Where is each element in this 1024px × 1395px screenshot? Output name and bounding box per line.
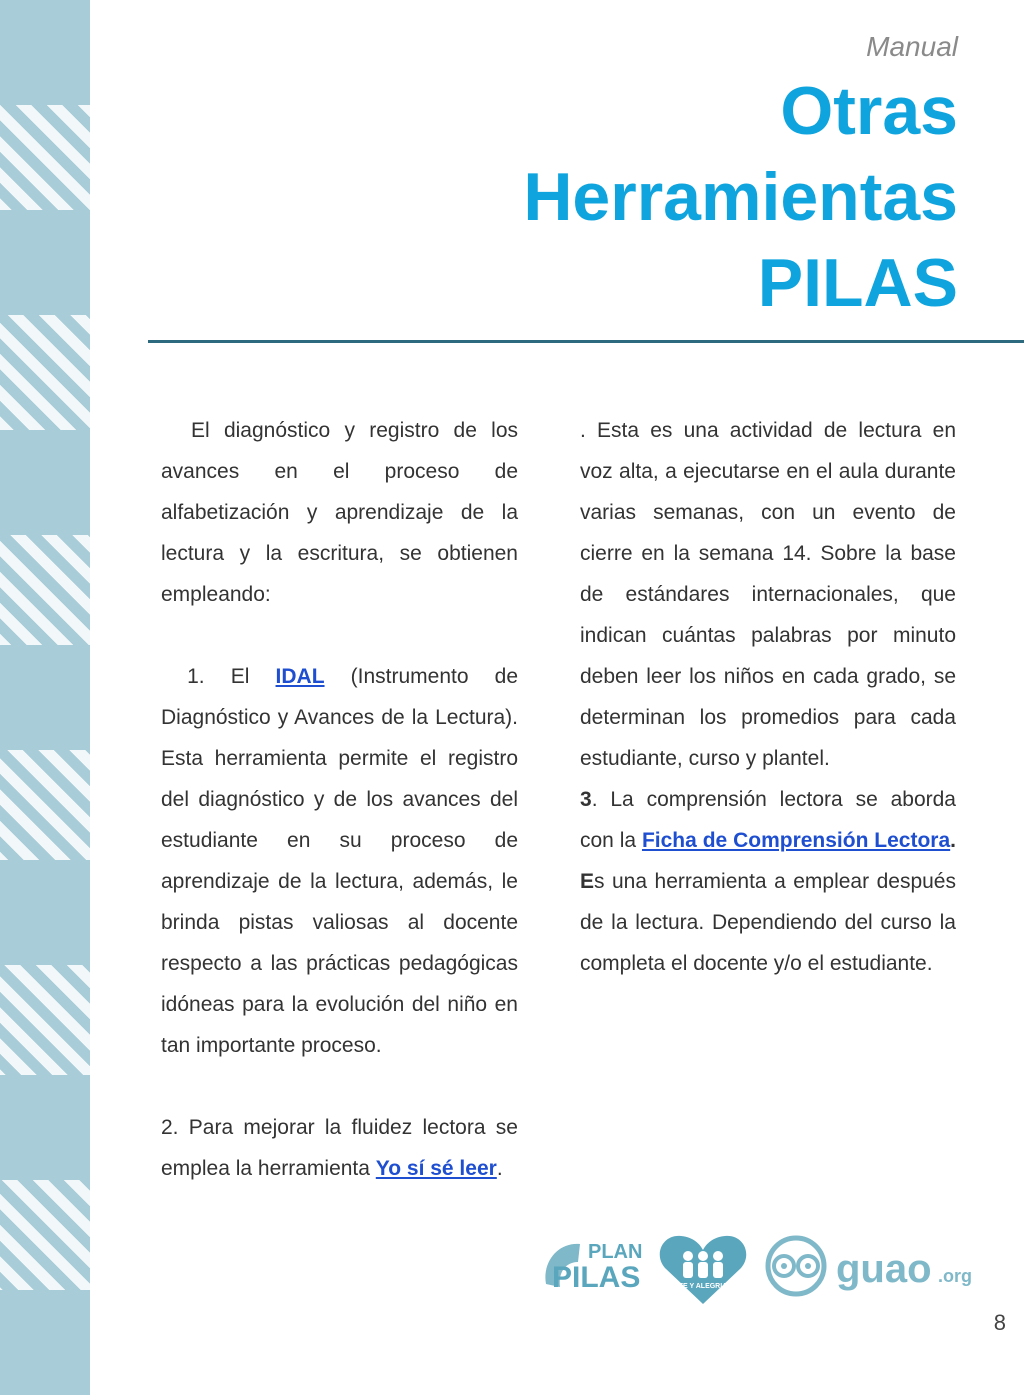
header-divider: [148, 340, 1024, 343]
ficha-comprension-link[interactable]: Ficha de Comprensión Lectora: [641, 829, 951, 852]
manual-label: Manual: [866, 31, 958, 62]
fe-y-alegria-logo: [660, 1236, 746, 1304]
yo-si-se-leer-link[interactable]: Yo sí sé leer: [375, 1157, 497, 1180]
item2-suffix: .: [496, 1157, 503, 1180]
item3-number: 3: [580, 788, 592, 811]
page-number: 8: [993, 1310, 1006, 1335]
item3-text: s una herramienta a emplear después de la lectura. Dependiendo del curso la completa el docente y/o el estudiante.: [580, 870, 956, 975]
right-column: [580, 410, 956, 984]
item1-paragraph: [161, 656, 518, 1066]
page-title: [523, 68, 958, 326]
partner-logos: [538, 1232, 988, 1307]
intro-paragraph: El diagnóstico y registro de los avances en el proceso de alfabetización y aprendizaje de la lectura y la escritura, se obtienen empleando:: [161, 419, 518, 606]
plan-pilas-line2: PILAS: [552, 1261, 641, 1294]
stripe-band: [0, 645, 90, 750]
page-header: [523, 30, 958, 326]
title-line: PILAS: [757, 245, 958, 321]
stripe-band: [0, 1290, 90, 1395]
item2-prefix: 2. Para mejorar la fluidez lectora se emplea la herramienta: [161, 1116, 518, 1180]
stripe-band: [0, 210, 90, 315]
guao-suffix: .org: [938, 1266, 972, 1286]
stripe-band: [0, 430, 90, 535]
plan-pilas-logo: [545, 1241, 642, 1294]
item3-prefix: . La comprensión lectora se aborda con la: [580, 788, 956, 852]
item3-capital-e: E: [580, 870, 595, 893]
stripe-band: [0, 860, 90, 965]
fluency-paragraph: . Esta es una actividad de lectura en voz alta, a ejecutarse en el aula durante varias semanas, con un evento de cierre en la semana 14. Sobre la base de estándares internacionales, que indican cuántas palabras por minuto deben leer los niños en cada grado, se determinan los promedios para cada estudiante, curso y plantel.: [580, 419, 956, 770]
item3-paragraph: [580, 779, 956, 984]
item2-paragraph: [161, 1107, 518, 1189]
fe-y-alegria-text: FE Y ALEGRIA: [678, 1283, 728, 1290]
idal-link[interactable]: IDAL: [275, 665, 325, 688]
title-line: Otras: [780, 73, 958, 149]
stripe-band: [0, 1075, 90, 1180]
plan-pilas-line1: PLAN: [588, 1241, 643, 1263]
left-column: [161, 410, 518, 1189]
stripe-band: [0, 0, 90, 105]
guao-text: guao: [836, 1247, 932, 1291]
item1-prefix: 1. El: [161, 665, 276, 688]
guao-logo: [768, 1238, 972, 1294]
title-line: Herramientas: [523, 159, 958, 235]
item1-text: (Instrumento de Diagnóstico y Avances de la Lectura). Esta herramienta permite el registro del diagnóstico y de los avances del estudiante en su proceso de aprendizaje de la lectura, además, le brinda pistas valiosas al docente respecto a las prácticas pedagógicas idóneas para la evolución del niño en tan importante proceso.: [161, 665, 518, 1057]
side-stripe-decoration: [0, 0, 90, 1365]
item3-dot: .: [950, 829, 957, 852]
